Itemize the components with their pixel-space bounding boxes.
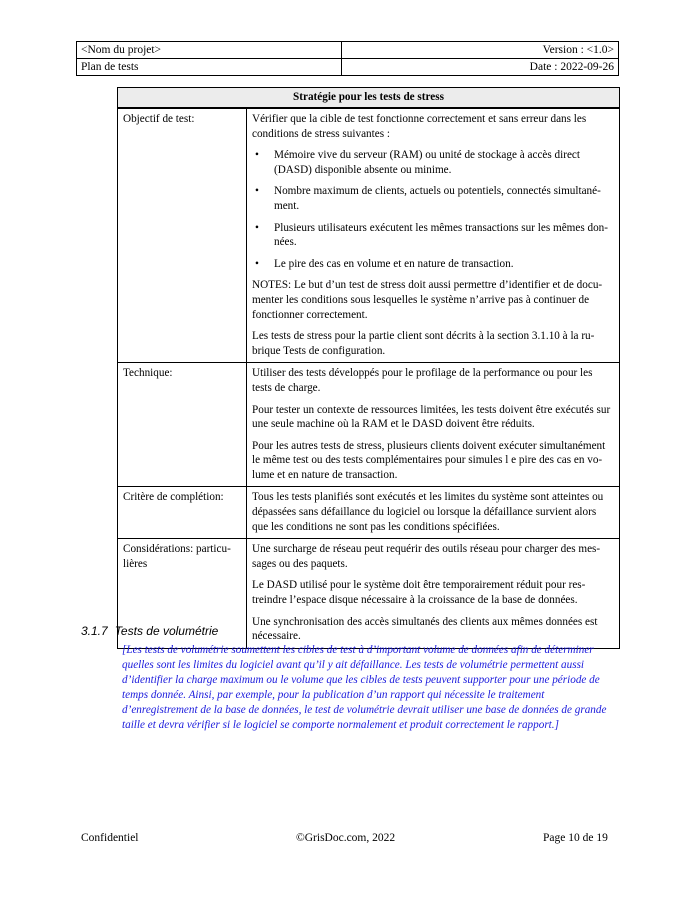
header-date: Date : 2022-09-26: [341, 59, 618, 76]
footer-confidential: Confidentiel: [81, 832, 139, 844]
row-label: Critère de complétion:: [118, 487, 247, 539]
stress-strategy-table: [114, 87, 620, 649]
list-item: • Plusieurs utilisateurs exécutent les mêmes transactions sur les mêmes don-nées.: [252, 221, 614, 250]
row-content: [247, 108, 620, 363]
page-header: [76, 41, 619, 76]
list-item: • Le pire des cas en volume et en nature de transaction.: [252, 257, 614, 272]
row-label: Considérations: particu-lières: [118, 539, 247, 649]
row-label: Objectif de test:: [118, 108, 247, 363]
row-content: [247, 363, 620, 487]
footer-page-number: Page 10 de 19: [543, 832, 608, 844]
header-project-name: <Nom du projet>: [77, 42, 342, 59]
row-content: [247, 539, 620, 649]
header-version: Version : <1.0>: [341, 42, 618, 59]
section-guidance-note: [Les tests de volumétrie soumettent les cibles de test à d’important volume de données afin de déterminer quelles sont les limites du logiciel avant qu’il y ait défaillance. Les tests de volumétrie permettent aussi d’identifier la charge maximum ou le volume que les cibles de tests peuvent supporter pour une période de temps donnée. Ainsi, par exemple, pour la publication d’un rapport qui nécessite le traitement d’enregistrement de la base de données, le test de volumétrie devrait utiliser une base de données de grande taille et devra vérifier si le logiciel se comporte normalement et produit correctement le rapport.]: [122, 644, 607, 731]
paragraph: Pour les autres tests de stress, plusieurs clients doivent exécuter simultanément le même test ou des tests complémentaires pour simules l e pire des cas en vo-lume et en nature de transaction.: [252, 439, 606, 481]
list-item: • Nombre maximum de clients, actuels ou potentiels, connectés simultané-ment.: [252, 184, 614, 213]
paragraph: Utiliser des tests développés pour le profilage de la performance ou pour les tests de charge.: [252, 367, 593, 394]
bullet-list: [252, 148, 614, 271]
table-row-technique: [118, 363, 620, 487]
paragraph: Tous les tests planifiés sont exécutés et les limites du système sont atteintes ou dépassées sans défaillance du logiciel ou lorsque la défaillance survient alors que les conditions ne sont pas les conditions spécifiées.: [252, 491, 604, 533]
paragraph: Vérifier que la cible de test fonctionne correctement et sans erreur dans les conditions de stress suivantes :: [252, 113, 587, 140]
table-row-objective: [118, 108, 620, 363]
section-number: 3.1.7: [81, 624, 108, 638]
paragraph: Le DASD utilisé pour le système doit être temporairement réduit pour res-treindre l’espace disque nécessaire à la croissance de la base de données.: [252, 579, 586, 607]
section-title: Tests de volumétrie: [114, 624, 219, 638]
header-doc-title: Plan de tests: [77, 59, 342, 76]
paragraph: Une surcharge de réseau peut requérir des outils réseau pour charger des mes-sages ou des paquets.: [252, 543, 601, 570]
paragraph: NOTES: Le but d’un test de stress doit aussi permettre d’identifier et de docu-menter les conditions sous lesquelles le système n’arrive pas à continuer de fonctionner correctement.: [252, 279, 603, 321]
paragraph: Une synchronisation des accès simultanés des clients aux mêmes données est nécessaire.: [252, 615, 598, 643]
paragraph: Pour tester un contexte de ressources limitées, les tests doivent être exécutés sur une seule machine où la RAM et le DASD doivent être réduits.: [252, 403, 611, 431]
table-title: Stratégie pour les tests de stress: [118, 88, 620, 109]
row-label: Technique:: [118, 363, 247, 487]
table-row-completion: [118, 487, 620, 539]
footer-copyright: ©GrisDoc.com, 2022: [296, 832, 396, 844]
list-item: • Mémoire vive du serveur (RAM) ou unité de stockage à accès direct (DASD) disponible absente ou minime.: [252, 148, 614, 177]
paragraph: Les tests de stress pour la partie client sont décrits à la section 3.1.10 à la ru-brique Tests de configuration.: [252, 330, 595, 357]
section-heading: [81, 624, 218, 638]
row-content: [247, 487, 620, 539]
